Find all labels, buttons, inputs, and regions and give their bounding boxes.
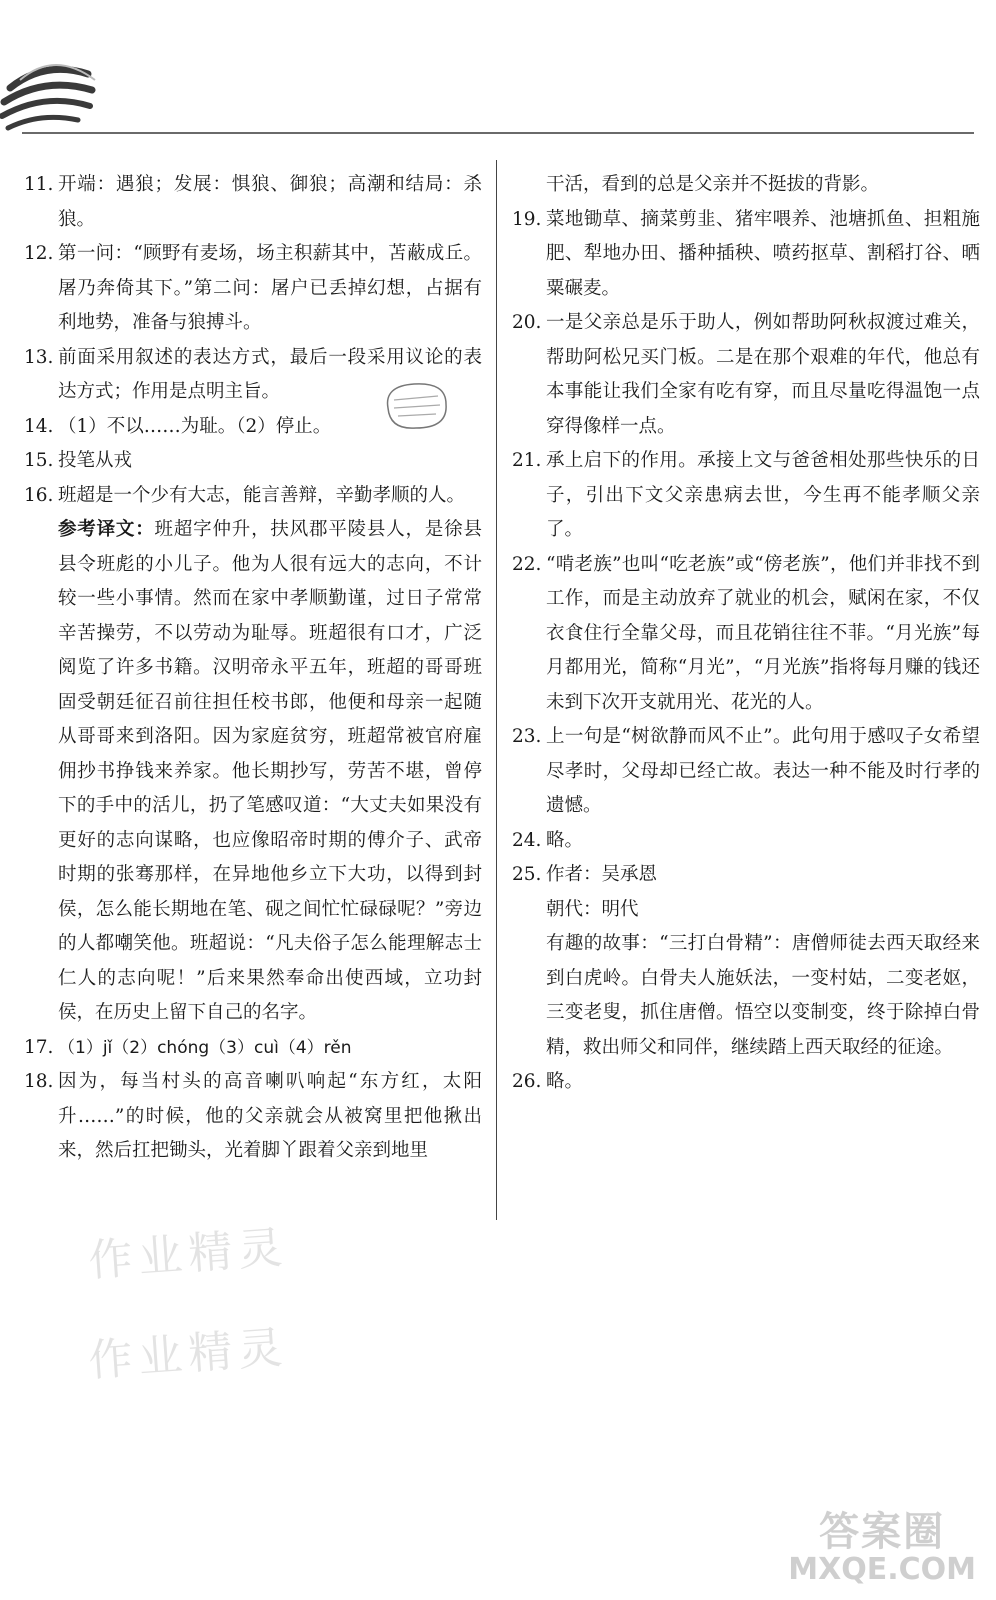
item-number: 26. [512, 1071, 542, 1092]
item-number: 17. [24, 1036, 54, 1058]
story-text: 有趣的故事：“三打白骨精”：唐僧师徒去西天取经来到白虎岭。白骨夫人施妖法，一变村姑，二变老妪，三变老叟，抓住唐僧。悟空以变制变，终于除掉白骨精，救出师父和同伴，继续踏上西天取经的征途。 [546, 933, 980, 1058]
item-text: 第一问：“顾野有麦场，场主积薪其中，苫蔽成丘。屠乃奔倚其下。”第二问：屠户已丢掉幻想，占据有利地势，准备与狼搏斗。 [58, 243, 482, 333]
item-text: 班超是一个少有大志，能言善辩，辛勤孝顺的人。 [58, 484, 466, 506]
translation-label: 参考译文： [58, 519, 155, 540]
watermark-text: 作业精灵 [86, 1322, 290, 1387]
continuation-text [512, 168, 980, 203]
item-text: 一是父亲总是乐于助人，例如帮助阿秋叔渡过难关，帮助阿松兄买门板。二是在那个艰难的年代，他总有本事能让我们全家有吃有穿，而且尽量吃得温饱一点穿得像样一点。 [546, 312, 980, 437]
item-number: 18. [24, 1071, 54, 1092]
item-text: 略。 [546, 829, 584, 851]
item-number: 22. [512, 553, 542, 575]
author-line: 作者：吴承恩 [546, 864, 658, 885]
item-text: “啃老族”也叫“吃老族”或“傍老族”，他们并非找不到工作，而是主动放弃了就业的机会，赋闲在家，不仅衣食住行全靠父母，而且花销往往不菲。“月光族”每月都用光，简称“月光”，“月光族”指将每月赚的钱还未到下次开支就用光、花光的人。 [546, 553, 980, 713]
item-text: 开端：遇狼；发展：惧狼、御狼；高潮和结局：杀狼。 [58, 174, 482, 230]
item-number: 20. [512, 312, 542, 333]
answer-item [512, 444, 980, 548]
item-number: 25. [512, 864, 542, 885]
dynasty-line: 朝代：明代 [546, 898, 639, 920]
answer-item [24, 237, 482, 341]
header-rule [22, 132, 974, 134]
pinyin-answers: （1）jǐ（2）chóng（3）cuì（4）rěn [58, 1037, 352, 1058]
answer-item [24, 1031, 482, 1066]
column-divider [496, 160, 497, 1220]
item-text: 干活，看到的总是父亲并不挺拔的背影。 [546, 174, 880, 195]
answer-item [512, 824, 980, 859]
item-number: 15. [24, 450, 54, 471]
answer-item [512, 306, 980, 444]
answer-item [24, 479, 482, 1031]
item-text: 投笔从戎 [58, 450, 133, 471]
item-text: 略。 [546, 1071, 584, 1092]
corner-watermark-url: MXQE.COM [788, 1552, 976, 1587]
watermark-text: 作业精灵 [86, 1222, 290, 1287]
answer-item [24, 444, 482, 479]
reference-translation [58, 513, 482, 1031]
item-number: 13. [24, 346, 54, 368]
translation-text: 班超字仲升，扶风郡平陵县人，是徐县县令班彪的小儿子。他为人很有远大的志向，不计较一些小事情。然而在家中孝顺勤谨，过日子常常辛苦操劳，不以劳动为耻辱。班超很有口才，广泛阅览了许多书籍。汉明帝永平五年，班超的哥哥班固受朝廷征召前往担任校书郎，他便和母亲一起随从哥哥来到洛阳。因为家庭贫穷，班超常被官府雇佣抄书挣钱来养家。他长期抄写，劳苦不堪，曾停下的手中的活儿，扔了笔感叹道：“大丈夫如果没有更好的志向谋略，也应像昭帝时期的傅介子、武帝时期的张骞那样，在异地他乡立下大功，以得到封侯，怎么能长期地在笔、砚之间忙忙碌碌呢？”旁边的人都嘲笑他。班超说：“凡夫俗子怎么能理解志士仁人的志向呢！”后来果然奉命出使西域，立功封侯，在历史上留下自己的名字。 [58, 519, 482, 1023]
item-number: 14. [24, 415, 54, 437]
publisher-logo [0, 40, 100, 140]
item-number: 16. [24, 484, 54, 506]
item-text: 上一句是“树欲静而风不止”。此句用于感叹子女希望尽孝时，父母却已经亡故。表达一种不能及时行孝的遗憾。 [546, 726, 980, 816]
item-number: 24. [512, 829, 542, 851]
left-column [24, 168, 482, 1169]
item-text: 前面采用叙述的表达方式，最后一段采用议论的表达方式；作用是点明主旨。 [58, 346, 482, 402]
item-text: 菜地锄草、摘菜剪韭、猪牢喂养、池塘抓鱼、担粗施肥、犁地办田、播种插秧、喷药抠草、割稻打谷、晒粟碾麦。 [546, 208, 980, 299]
answer-item [512, 858, 980, 1065]
answer-item [512, 548, 980, 721]
item-number: 23. [512, 726, 542, 747]
item-number: 21. [512, 450, 542, 471]
answer-item [24, 168, 482, 237]
stamp-watermark [380, 378, 452, 434]
item-number: 12. [24, 243, 54, 264]
item-number: 19. [512, 208, 542, 230]
corner-watermark [788, 1510, 976, 1586]
corner-watermark-title: 答案圈 [819, 1509, 946, 1555]
answer-item [512, 1065, 980, 1100]
item-text: （1）不以……为耻。（2）停止。 [58, 415, 332, 437]
answer-item [24, 1065, 482, 1169]
right-column [512, 168, 980, 1100]
item-text: 因为，每当村头的高音喇叭响起“东方红，太阳升……”的时候，他的父亲就会从被窝里把他揪出来，然后扛把锄头，光着脚丫跟着父亲到地里 [58, 1071, 482, 1161]
answer-item [512, 720, 980, 824]
answer-item [512, 203, 980, 307]
item-text: 承上启下的作用。承接上文与爸爸相处那些快乐的日子，引出下文父亲患病去世，今生再不能孝顺父亲了。 [546, 450, 980, 540]
item-number: 11. [24, 174, 54, 195]
